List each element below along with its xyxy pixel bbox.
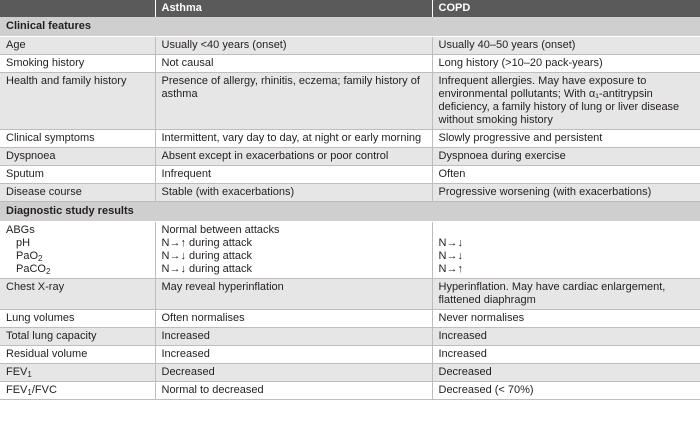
copd-cell: Slowly progressive and persistent <box>432 130 700 148</box>
paco2-text: PaCO <box>16 263 46 275</box>
table-row <box>0 55 700 73</box>
asthma-cell: May reveal hyperinflation <box>155 279 432 310</box>
table-row <box>0 279 700 310</box>
row-label-abgs <box>0 222 155 279</box>
copd-ph: N→↓ <box>438 237 463 249</box>
row-label: Smoking history <box>0 55 155 73</box>
asthma-cell <box>155 222 432 279</box>
pao2-subscript: 2 <box>38 254 43 263</box>
table-row <box>0 382 700 400</box>
asthma-cell: Presence of allergy, rhinitis, eczema; family history of asthma <box>155 73 432 130</box>
ratio-text-a: FEV <box>6 384 28 396</box>
asthma-normal: Normal between attacks <box>161 224 280 236</box>
row-label: Disease course <box>0 184 155 202</box>
asthma-cell: Usually <40 years (onset) <box>155 37 432 55</box>
table-row <box>0 37 700 55</box>
header-asthma: Asthma <box>155 0 432 17</box>
asthma-cell: Increased <box>155 346 432 364</box>
table-row <box>0 346 700 364</box>
copd-cell: Infrequent allergies. May have exposure to environmental pollutants; With α₁-antitrypsin deficiency, a family history of lung or liver disease without smoking history <box>432 73 700 130</box>
row-label: Residual volume <box>0 346 155 364</box>
table-row <box>0 364 700 382</box>
copd-cell: Increased <box>432 328 700 346</box>
header-blank <box>0 0 155 17</box>
row-label: Dyspnoea <box>0 148 155 166</box>
copd-cell: Decreased (< 70%) <box>432 382 700 400</box>
table-row <box>0 148 700 166</box>
table-row <box>0 166 700 184</box>
pao2-label <box>6 250 155 263</box>
copd-cell: Usually 40–50 years (onset) <box>432 37 700 55</box>
pao2-text: PaO <box>16 250 39 262</box>
table-row-abgs <box>0 222 700 279</box>
paco2-label <box>6 263 155 276</box>
row-label: Sputum <box>0 166 155 184</box>
asthma-cell: Infrequent <box>155 166 432 184</box>
copd-spacer <box>439 224 700 237</box>
copd-cell: Never normalises <box>432 310 700 328</box>
copd-cell: Progressive worsening (with exacerbations) <box>432 184 700 202</box>
row-label: Clinical symptoms <box>0 130 155 148</box>
row-label-fev1 <box>0 364 155 382</box>
paco2-subscript: 2 <box>45 267 51 276</box>
header-row <box>0 0 700 17</box>
asthma-paco2: N→↓ during attack <box>161 263 252 275</box>
table-row <box>0 184 700 202</box>
row-label: Health and family history <box>0 73 155 130</box>
ratio-text-b: /FVC <box>31 384 57 396</box>
asthma-cell: Absent except in exacerbations or poor control <box>155 148 432 166</box>
table-row <box>0 73 700 130</box>
asthma-cell: Decreased <box>155 364 432 382</box>
copd-cell: Often <box>432 166 700 184</box>
asthma-cell: Not causal <box>155 55 432 73</box>
asthma-ph: N→↑ during attack <box>161 237 252 249</box>
row-label: Chest X-ray <box>0 279 155 310</box>
copd-cell: Decreased <box>432 364 700 382</box>
abgs-label: ABGs <box>6 224 35 236</box>
asthma-cell: Intermittent, vary day to day, at night or early morning <box>155 130 432 148</box>
table-row <box>0 310 700 328</box>
table-row <box>0 328 700 346</box>
ph-label: pH <box>16 237 31 249</box>
asthma-pao2: N→↓ during attack <box>161 250 252 262</box>
row-label: Age <box>0 37 155 55</box>
row-label: Lung volumes <box>0 310 155 328</box>
header-copd: COPD <box>432 0 700 17</box>
copd-paco2: N→↑ <box>438 263 463 275</box>
asthma-cell: Increased <box>155 328 432 346</box>
fev1-subscript: 1 <box>27 370 32 379</box>
copd-cell: Hyperinflation. May have cardiac enlargement, flattened diaphragm <box>432 279 700 310</box>
asthma-cell: Normal to decreased <box>155 382 432 400</box>
copd-pao2: N→↓ <box>438 250 463 262</box>
copd-cell: Long history (>10–20 pack-years) <box>432 55 700 73</box>
section-clinical-features <box>0 17 700 37</box>
copd-cell: Increased <box>432 346 700 364</box>
table-row <box>0 130 700 148</box>
ratio-subscript: 1 <box>27 388 32 397</box>
copd-cell: Dyspnoea during exercise <box>432 148 700 166</box>
copd-cell <box>432 222 700 279</box>
asthma-cell: Often normalises <box>155 310 432 328</box>
asthma-cell: Stable (with exacerbations) <box>155 184 432 202</box>
section-title: Diagnostic study results <box>0 202 700 222</box>
section-title: Clinical features <box>0 17 700 37</box>
section-diagnostic-results <box>0 202 700 222</box>
fev1-text: FEV <box>6 366 28 378</box>
row-label-ratio <box>0 382 155 400</box>
row-label: Total lung capacity <box>0 328 155 346</box>
